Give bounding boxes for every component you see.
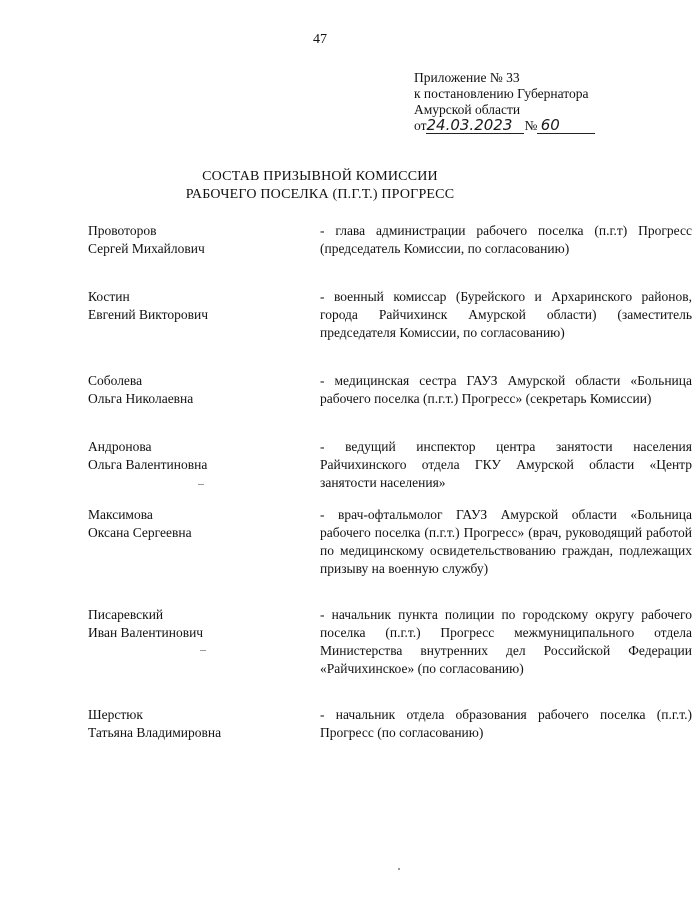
member-given-name: Татьяна Владимировна [88, 725, 222, 740]
member-name [88, 606, 308, 642]
appendix-line-1: Приложение № 33 [414, 70, 520, 85]
member-role: - ведущий инспектор центра занятости населения Райчихинского отдела ГКУ Амурской области «Центр занятости населения» [320, 439, 692, 490]
title-line-2: РАБОЧЕГО ПОСЕЛКА (П.Г.Т.) ПРОГРЕСС [185, 187, 455, 202]
handwritten-date: 24.03.2023 [426, 116, 513, 134]
document-title [0, 168, 640, 204]
member-given-name: Сергей Михайлович [88, 241, 205, 256]
member-given-name: Ольга Николаевна [88, 391, 194, 406]
member-surname: Соболева [88, 373, 143, 388]
handwritten-number: 60 [540, 116, 560, 134]
member-surname: Шерстюк [88, 707, 143, 722]
date-field [426, 118, 524, 134]
appendix-block [414, 70, 595, 134]
member-surname: Провоторов [88, 223, 157, 238]
member-role: - начальник пункта полиции по городскому округу рабочего поселка (п.г.т.) Прогресс межмуниципального отдела Министерства внутренних дел Российской Федерации «Райчихинское» (по согласованию) [320, 607, 692, 676]
scan-speck [398, 868, 400, 870]
number-field [537, 118, 595, 134]
title-line-1: СОСТАВ ПРИЗЫВНОЙ КОМИССИИ [202, 169, 438, 184]
scan-speck [200, 650, 206, 651]
member-surname: Писаревский [88, 607, 164, 622]
member-surname: Андронова [88, 439, 152, 454]
member-role: - военный комиссар (Бурейского и Архаринского районов, города Райчихинск Амурской области) (заместитель председателя Комиссии, по согласованию) [320, 289, 692, 340]
member-given-name: Иван Валентинович [88, 625, 204, 640]
member-name [88, 506, 308, 542]
member-name [88, 438, 308, 474]
member-given-name: Оксана Сергеевна [88, 525, 192, 540]
scan-speck [198, 484, 204, 485]
number-sign: № [524, 118, 538, 133]
appendix-line-3: Амурской области [414, 102, 521, 117]
member-role: - врач-офтальмолог ГАУЗ Амурской области «Больница рабочего поселка (п.г.т.) Прогресс» (врач, руководящий работой по медицинскому освидетельствованию граждан, подлежащих призыву на военную службу) [320, 507, 692, 576]
date-prefix: от [414, 118, 427, 133]
member-name [88, 222, 308, 258]
member-name [88, 372, 308, 408]
member-name [88, 288, 308, 324]
page-number: 47 [313, 32, 327, 47]
member-role: - глава администрации рабочего поселка (п.г.т) Прогресс (председатель Комиссии, по согласованию) [320, 223, 692, 256]
appendix-date-line [414, 118, 595, 134]
member-given-name: Ольга Валентиновна [88, 457, 208, 472]
appendix-line-2: к постановлению Губернатора [414, 86, 589, 101]
member-surname: Максимова [88, 507, 153, 522]
member-name [88, 706, 308, 742]
member-role: - начальник отдела образования рабочего поселка (п.г.т.) Прогресс (по согласованию) [320, 707, 692, 740]
member-role: - медицинская сестра ГАУЗ Амурской области «Больница рабочего поселка (п.г.т.) Прогресс» (секретарь Комиссии) [320, 373, 692, 406]
member-given-name: Евгений Викторович [88, 307, 208, 322]
member-surname: Костин [88, 289, 130, 304]
